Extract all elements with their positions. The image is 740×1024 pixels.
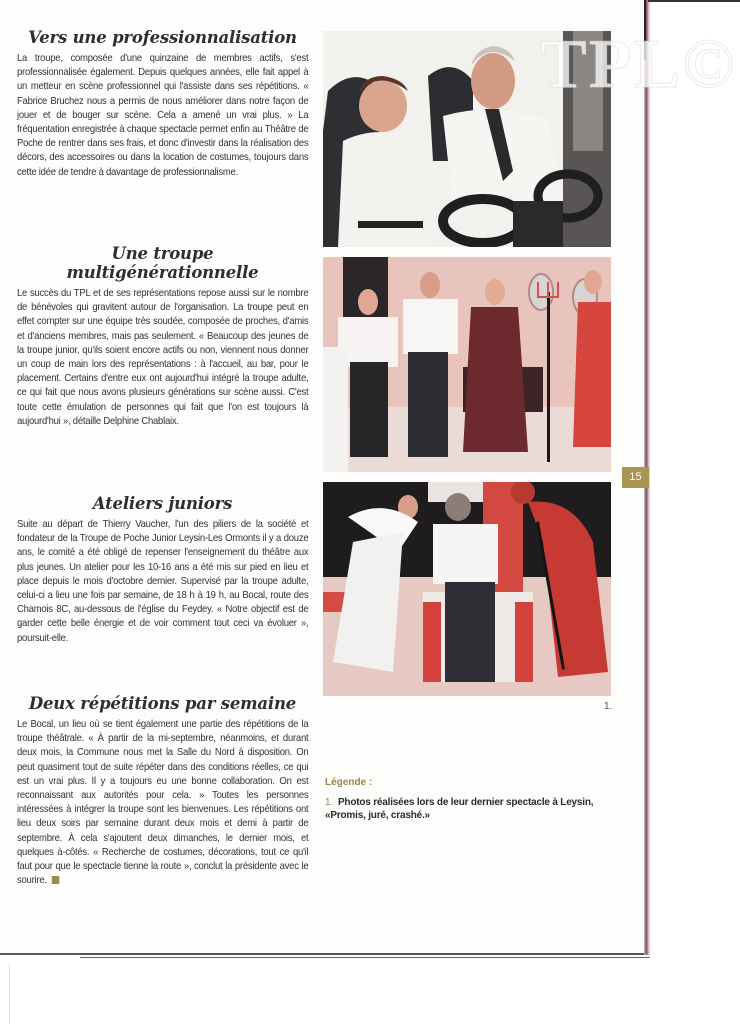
photo-throne xyxy=(323,482,611,696)
photo-number: 1. xyxy=(604,701,613,712)
section-ateliers-juniors xyxy=(17,494,327,646)
section-body xyxy=(17,718,308,888)
section-title: Deux répétitions par semaine xyxy=(28,694,297,713)
photo-image xyxy=(323,31,611,247)
section-body: La troupe, composée d'une quinzaine de membres actifs, s'est professionnalisée également. Depuis quelques années, elle fait appel à un metteur en scène professionnel qui l'assiste dans ses répétitions. « Fabrice Bruchez nous a permis de nous améliorer dans notre façon de jouer et de bouger sur scène. Cela a amené un vrai plus. » La fréquentation enregistrée à chaque spectacle permet enfin au Théâtre de Poche de rentrer dans ses frais, et donc d'investir dans la réalisation des décors, des accessoires ou dans la location de costumes, toujours dans cette idée de tendre à davantage de professionnalisme. xyxy=(17,53,309,178)
section-body: Suite au départ de Thierry Vaucher, l'un des piliers de la société et fondateur de la Troupe de Poche Junior Leysin-Les Ormonts il y a douze ans, le comité a été obligé de repenser l'enseignement du théâtre aux plus jeunes. Un atelier pour les 10-16 ans a été mis sur pied en lieu et place depuis le mois d'octobre dernier. Supervisé par la troupe adulte, celui-ci a lieu une fois par semaine, de 18 h à 19 h, au Bocal, route des Chamois 8C, au-dessous de l'église du Feydey. « Notre objectif est de garder cette belle énergie et de voir comment tout ceci va évoluer », poursuit-elle. xyxy=(17,519,309,644)
page-edge-line xyxy=(644,0,646,60)
watermark: TPL© xyxy=(540,26,737,103)
section-title-line1: Une troupe xyxy=(111,244,214,263)
photo-image xyxy=(323,482,611,696)
photo-car-seats xyxy=(323,31,611,247)
section-title xyxy=(17,244,308,282)
section-professionnalisation xyxy=(17,28,327,180)
photo-hands-raised xyxy=(323,257,611,472)
scan-edge xyxy=(0,965,10,1024)
section-title: Vers une professionnalisation xyxy=(28,28,297,47)
page-number-badge: 15 xyxy=(622,467,649,488)
section-multigenerationnelle xyxy=(17,244,327,429)
end-of-article-mark xyxy=(51,876,59,884)
legend-item-text: Photos réalisées lors de leur dernier spectacle à Leysin, «Promis, juré, crashé.» xyxy=(325,797,594,821)
section-body: Le succès du TPL et de ses représentations repose aussi sur le nombre de bénévoles qui gravitent autour de l'organisation. La troupe peut en effet compter sur une équipe très soudée, composée de proches, d'amis et d'anciens membres, mais pas seulement. « Beaucoup des jeunes de la troupe junior, qu'ils soient encore actifs ou non, viennent nous donner un coup de main lors des représentations : à l'accueil, au bar, pour le placement. Certains d'entre eux ont aujourd'hui intégré la troupe adulte, ce qui fait que nous avons plusieurs générations sur scène aussi. C'est toute cette émulation de personnes qui fait que l'on est toujours là aujourd'hui », détaille Delphine Chablaix. xyxy=(17,288,309,427)
legend-item-number: 1. xyxy=(325,797,333,808)
section-deux-repetitions xyxy=(17,694,327,888)
page-bottom-edge xyxy=(80,957,650,958)
page-top-edge xyxy=(648,0,740,2)
section-title: Ateliers juniors xyxy=(92,494,233,513)
photo-image xyxy=(323,257,611,472)
legend-title: Légende : xyxy=(325,777,373,788)
legend-item xyxy=(325,796,615,822)
section-body-text: Le Bocal, un lieu où se tient également une partie des répétitions de la troupe théâtrale. « À partir de la mi-septembre, néanmoins, et durant deux mois, la Commune nous met la Salle du Nord à disposition. On peut quasiment tout de suite répéter dans des conditions réelles, ce qui est un vrai plus. Il y a toujours eu une bonne collaboration. On est reconnaissant aux autorités pour cela. » Toutes les personnes intéressées à intégrer la troupe sont les bienvenues. Les répétitions ont lieu deux soirs par semaine durant deux mois et demi à partir de septembre. À cela s'ajoutent deux dimanches, le dernier mois, et quelques à-côtés. « Recherche de costumes, décorations, tout ce qu'il faut pour que le spectacle tienne la route », conclut la présidente avec le sourire. xyxy=(17,719,309,887)
section-title-line2: multigénérationnelle xyxy=(66,263,259,282)
